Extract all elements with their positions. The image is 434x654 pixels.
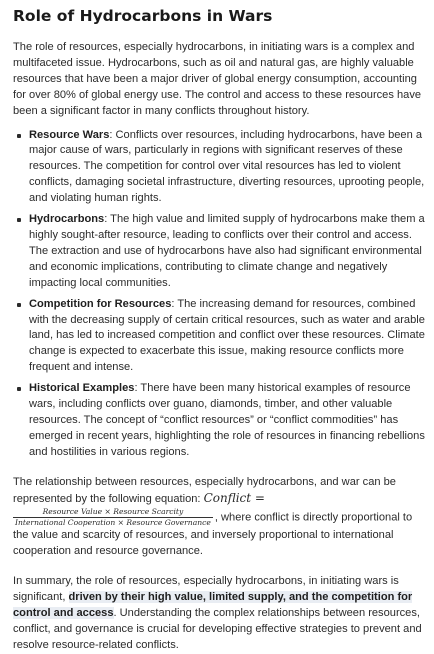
equation-lead: The relationship between resources, especially hydrocarbons, and war can be represented by the following equation: xyxy=(13,475,396,505)
equation-fraction xyxy=(13,507,213,528)
bullet-term: Competition for Resources xyxy=(29,297,172,310)
equation-paragraph xyxy=(13,475,426,561)
bullet-text: : There have been many historical examples of resource wars, including conflicts over guano, diamonds, timber, and other valuable resources. The concept of “conflict resources” or “conflict commodities” has emerged in recent years, highlighting the role of resources in financing rebellions and hostilities in various regions. xyxy=(29,382,425,458)
bullet-text: : The increasing demand for resources, combined with the decreasing supply of certain critical resources, such as water and arable land, has led to increased competition and conflict over these resources. Climate change is expected to exacerbate this issue, making resource conflicts more frequent and intense. xyxy=(29,297,425,374)
summary-before: In summary, the role of resources, especially hydrocarbons, in initiating wars is significant, xyxy=(13,575,399,604)
page-title: Role of Hydrocarbons in Wars xyxy=(13,7,273,25)
list-item xyxy=(29,297,426,377)
summary-after: . Understanding the complex relationships between resources, conflict, and governance is crucial for developing effective strategies to prevent and resolve resource-related conflicts. xyxy=(13,607,422,651)
list-item xyxy=(29,212,426,292)
intro-paragraph: The role of resources, especially hydrocarbons, in initiating wars is a complex and multifaceted issue. Hydrocarbons, such as oil and natural gas, are highly valuable resources that have been a major driver of global energy consumption, accounting for over 80% of global energy use. The control and access to these resources have been a significant factor in many conflicts throughout history. xyxy=(13,41,422,117)
list-item xyxy=(29,381,426,461)
equation-tail: , where conflict is directly proportional to the value and scarcity of resources, and inversely proportional to international cooperation and resource governance. xyxy=(13,511,413,558)
bullet-term: Historical Examples xyxy=(29,382,135,395)
bullet-term: Resource Wars xyxy=(29,128,110,141)
summary-paragraph xyxy=(13,574,426,654)
equation-numerator: Resource Value × Resource Scarcity xyxy=(13,507,213,518)
equation-denominator: International Cooperation × Resource Governance xyxy=(15,518,211,528)
bullet-text: : Conflicts over resources, including hydrocarbons, have been a major cause of wars, particularly in regions with significant reserves of these resources. The competition for control over vital resources has led to violent conflicts, damaging societal infrastructure, diverting resources, uprooting people, and violating human rights. xyxy=(29,128,425,205)
equation-lhs: Conflict = xyxy=(203,490,265,505)
bullet-text: : The high value and limited supply of hydrocarbons make them a highly sought-after resource, leading to conflicts over their control and access. The extraction and use of hydrocarbons have also had significant environmental and economic implications, contributing to climate change and negatively impacting local communities. xyxy=(29,213,425,289)
list-item xyxy=(29,128,426,208)
summary-highlight: driven by their high value, limited supply, and the competition for control and access xyxy=(13,591,413,620)
bullet-term: Hydrocarbons xyxy=(29,213,105,226)
bullet-list xyxy=(13,128,426,461)
